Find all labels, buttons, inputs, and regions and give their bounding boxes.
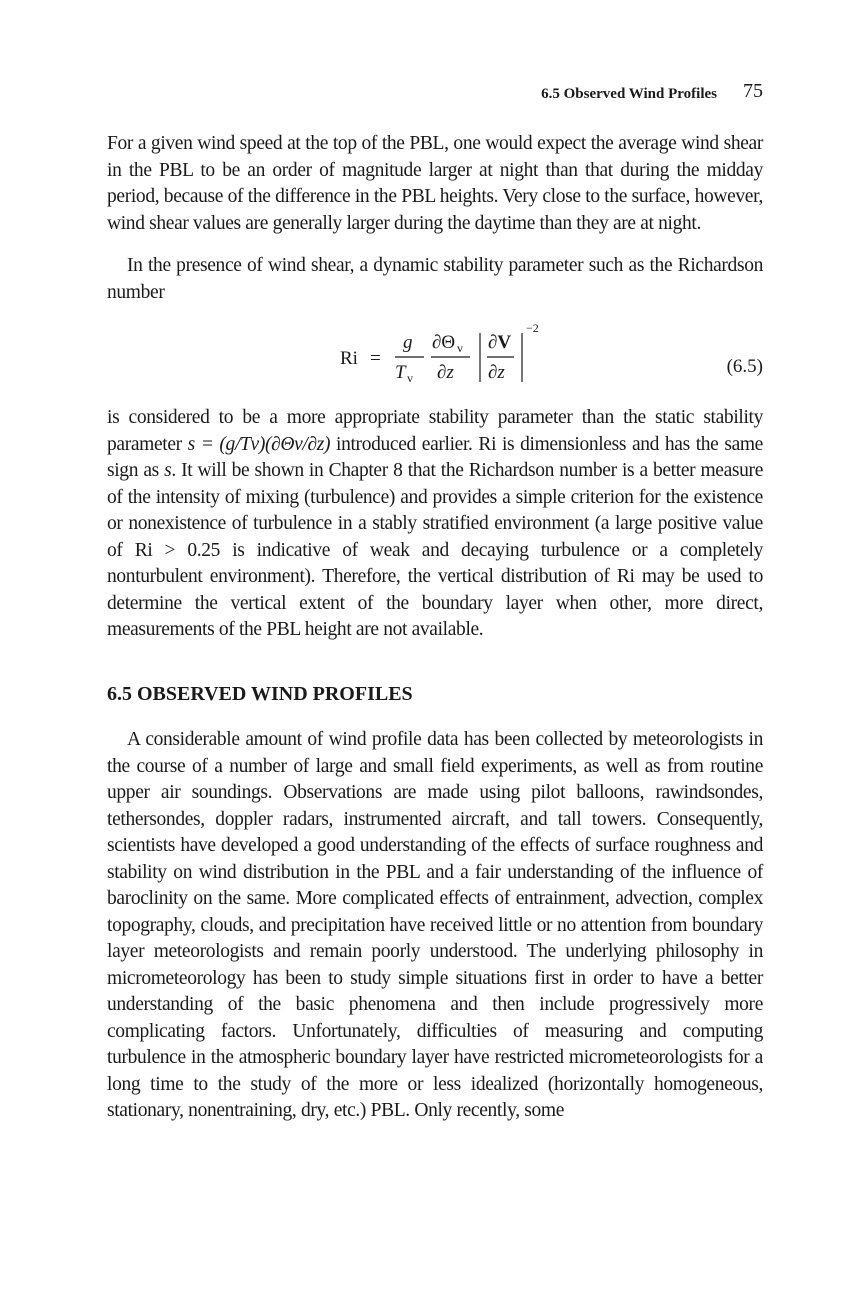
eq-tv-sub: v bbox=[407, 371, 413, 385]
paragraph-richardson-explanation bbox=[107, 405, 763, 644]
static-stability-formula: s = (g/Tv)(∂Θv/∂z) bbox=[187, 433, 331, 455]
section-heading: 6.5 OBSERVED WIND PROFILES bbox=[107, 683, 413, 705]
running-head-title: 6.5 Observed Wind Profiles bbox=[541, 86, 717, 102]
eq-exponent: −2 bbox=[526, 321, 539, 335]
eq-tv: T bbox=[395, 362, 406, 383]
eq-g: g bbox=[403, 332, 413, 353]
paragraph-wind-shear: For a given wind speed at the top of the PBL, one would expect the average wind shear in the PBL to be an order of magnitude larger at night than that during the midday period, because of the difference in the PBL heights. Very close to the surface, however, wind shear values are generally larger during the daytime than they are at night. bbox=[107, 133, 763, 234]
paragraph-richardson-intro: In the presence of wind shear, a dynamic stability parameter such as the Richardson number bbox=[107, 255, 763, 303]
eq-lhs: Ri bbox=[340, 348, 358, 369]
paragraph-observed-profiles: A considerable amount of wind profile data has been collected by meteorologists in the course of a number of large and small field experiments, as well as from routine upper air soundings. Observations are made using pilot balloons, rawindsondes, tethersondes, doppler radars, instrumented aircraft, and tall towers. Consequently, scientists have developed a good understanding of the effects of surface roughness and stability on wind distribution in the PBL and a fair understanding of the influence of baroclinity on the same. More complicated effects of entrainment, advection, complex topography, clouds, and precipitation have received little or no attention from boundary layer meteorologists and remain poorly understood. The underlying philosophy in micrometeorology has been to study simple situations first in order to have a better understanding of the basic phenomena and then include progressively more complicating factors. Unfortunately, difficulties of measuring and computing turbulence in the atmospheric boundary layer have restricted micrometeorologists for a long time to the study of the more or less idealized (horizontally homogeneous, stationary, nonentraining, dry, etc.) PBL. Only recently, some bbox=[107, 729, 763, 1121]
eq-dz2: ∂z bbox=[488, 362, 505, 383]
eq-equals: = bbox=[370, 348, 381, 369]
equation-number: (6.5) bbox=[726, 356, 763, 377]
symbol-s: s bbox=[164, 460, 172, 481]
eq-dtheta-sub: v bbox=[457, 341, 463, 355]
eq-dtheta: ∂Θ bbox=[432, 332, 456, 353]
running-head bbox=[107, 80, 763, 110]
page-number: 75 bbox=[743, 80, 763, 102]
p3-part-b: introduced earlier. Ri is dimensionless and has the same sign as bbox=[107, 433, 763, 481]
p3-part-c: . It will be shown in Chapter 8 that the Richardson number is a better measure of the intensity of mixing (turbulence) and provides a simple criterion for the existence or nonexistence of turbulence in a stably stratified environment (a large positive value of Ri > 0.25 is indicative of weak and decaying turbulence or a completely nonturbulent environment). Therefore, the vertical distribution of Ri may be used to determine the vertical extent of the boundary layer when other, more direct, measurements of the PBL height are not available. bbox=[107, 460, 763, 640]
eq-dz1: ∂z bbox=[437, 362, 454, 383]
eq-dv: ∂V bbox=[488, 332, 512, 353]
richardson-formula bbox=[340, 308, 640, 388]
equation-6-5 bbox=[107, 308, 763, 388]
p3-part-a: is considered to be a more appropriate stability parameter than the static stability parameter bbox=[107, 407, 763, 455]
